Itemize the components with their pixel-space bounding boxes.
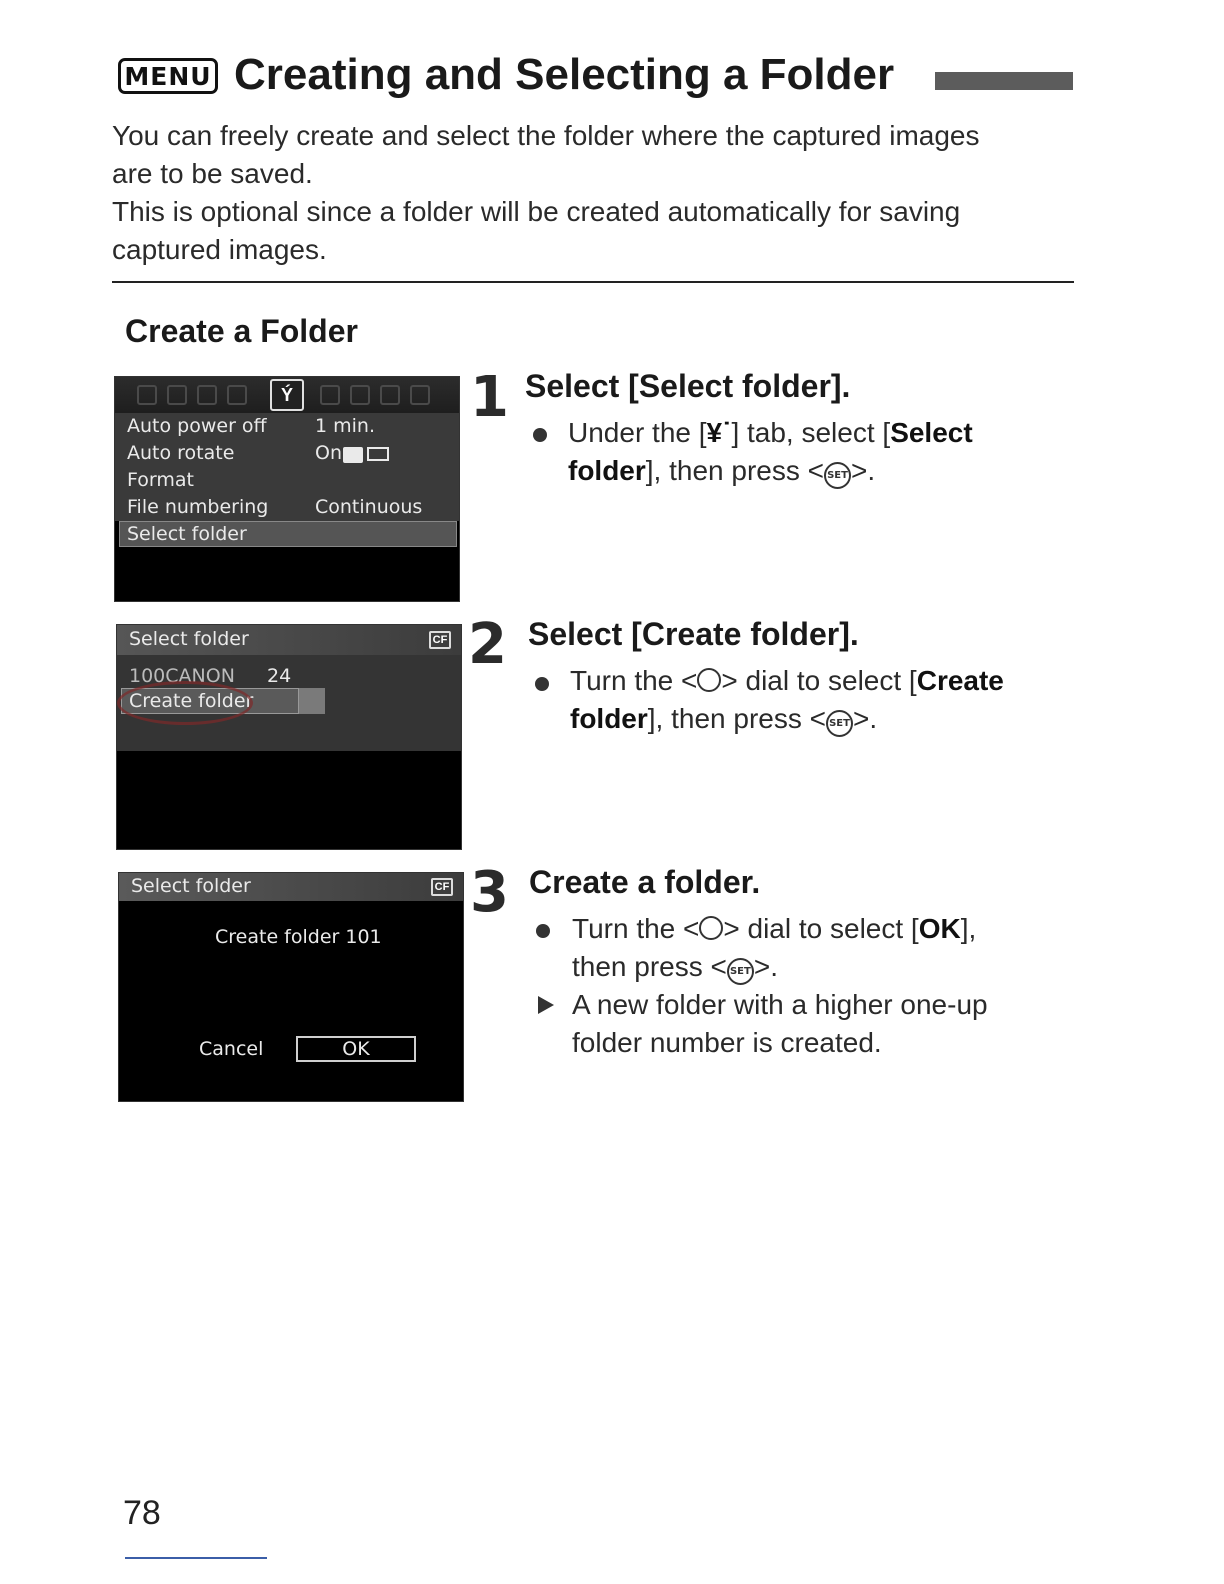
camera-screen-create-confirm <box>118 872 464 1102</box>
bullet-dot <box>535 677 549 691</box>
step-3-instruction-line-2: then press < SET >. <box>572 948 778 986</box>
page-number: 78 <box>123 1494 161 1532</box>
confirm-message: Create folder 101 <box>215 926 382 948</box>
cf-card-icon: CF <box>431 878 453 896</box>
result-arrow-icon <box>538 996 554 1014</box>
selection-scrollbar <box>299 688 325 714</box>
main-dial-icon <box>697 668 721 692</box>
tab-icon-7 <box>350 385 370 405</box>
bullet-dot <box>533 428 547 442</box>
intro-line-4: captured images. <box>112 234 327 265</box>
step-2-instruction-line-2: folder], then press < SET >. <box>570 700 877 738</box>
menu-icon: MENU <box>118 58 218 94</box>
set-button-icon: SET <box>727 958 754 985</box>
section-title: Create a Folder <box>125 313 358 349</box>
step-1-instruction-line-1: Under the [¥˙] tab, select [Select <box>568 417 973 448</box>
folder-name: 100CANON <box>129 665 235 687</box>
title-decoration-bar <box>935 72 1073 90</box>
main-dial-icon <box>699 916 723 940</box>
menu-row-label: Auto rotate <box>127 442 235 464</box>
camera-screen-setup-menu <box>114 376 460 602</box>
section-divider <box>112 281 1074 283</box>
step-3-heading: Create a folder. <box>529 864 761 900</box>
menu-row-label: File numbering <box>127 496 269 518</box>
tab-icon-9 <box>410 385 430 405</box>
intro-line-2: are to be saved. <box>112 158 313 189</box>
screen-header-label: Select folder <box>129 628 249 650</box>
create-folder-option: Create folder <box>129 690 254 712</box>
wrench-tab-icon: ¥˙ <box>706 417 732 448</box>
wrench-tab-icon: Ý <box>270 379 304 411</box>
tab-icon-6 <box>320 385 340 405</box>
step-3-result-line-1: A new folder with a higher one-up <box>572 989 988 1020</box>
step-number-3: 3 <box>470 860 509 925</box>
menu-row-value: Continuous <box>315 496 423 518</box>
step-3-result-line-2: folder number is created. <box>572 1027 882 1058</box>
folder-count: 24 <box>267 665 292 687</box>
step-2-heading: Select [Create folder]. <box>528 616 859 652</box>
bullet-dot <box>536 924 550 938</box>
menu-row-label: Format <box>127 469 194 491</box>
tab-icon-4 <box>227 385 247 405</box>
tab-icon-8 <box>380 385 400 405</box>
menu-row-value: On <box>315 442 342 464</box>
tab-icon-1 <box>137 385 157 405</box>
step-1-instruction-line-2: folder], then press < SET >. <box>568 452 875 490</box>
menu-tab-bar <box>115 377 459 413</box>
menu-row-label-selected: Select folder <box>127 523 247 545</box>
camera-screen-select-folder <box>116 624 462 850</box>
screen-header-label: Select folder <box>131 875 251 897</box>
step-3-instruction-line-1: Turn the < > dial to select [OK], <box>572 913 977 944</box>
ok-option: OK <box>296 1036 416 1062</box>
set-button-icon: SET <box>826 710 853 737</box>
step-2-instruction-line-1: Turn the < > dial to select [Create <box>570 665 1004 696</box>
cancel-option: Cancel <box>199 1038 264 1060</box>
menu-row-label: Auto power off <box>127 415 267 437</box>
tab-icon-2 <box>167 385 187 405</box>
set-button-icon: SET <box>824 462 851 489</box>
footer-line <box>125 1557 267 1559</box>
step-1-heading: Select [Select folder]. <box>525 368 851 404</box>
cf-card-icon: CF <box>429 631 451 649</box>
tab-icon-3 <box>197 385 217 405</box>
camera-icon <box>343 447 363 463</box>
intro-line-3: This is optional since a folder will be created automatically for saving <box>112 196 961 227</box>
intro-line-1: You can freely create and select the folder where the captured images <box>112 120 980 151</box>
page-title: Creating and Selecting a Folder <box>234 50 895 99</box>
menu-row-value: 1 min. <box>315 415 375 437</box>
monitor-icon <box>367 447 389 461</box>
step-number-1: 1 <box>470 365 509 430</box>
step-number-2: 2 <box>468 612 507 677</box>
highlight-circle <box>117 681 253 725</box>
